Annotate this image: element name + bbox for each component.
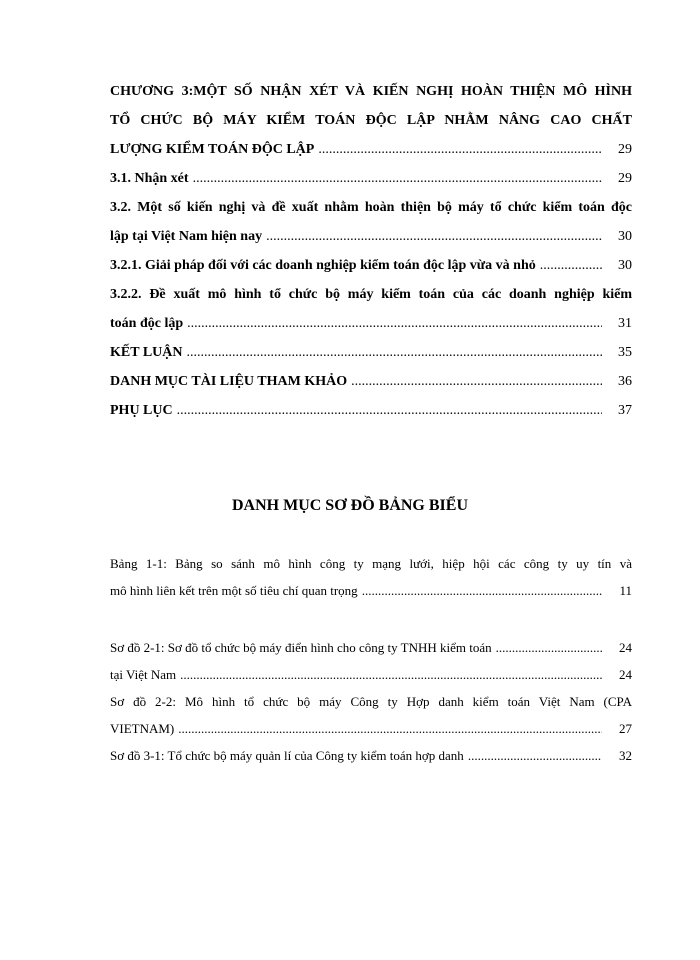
toc-chapter3-line3[interactable] — [110, 135, 632, 164]
lof-entry-label: tại Việt Nam — [110, 667, 177, 682]
toc-entry-3-2-2-line2[interactable] — [110, 309, 632, 338]
toc-entry-label: 3.1. Nhận xét — [110, 171, 189, 186]
page-number: 37 — [618, 403, 632, 418]
lof-figure-3-1[interactable] — [110, 742, 632, 769]
page-number: 29 — [618, 171, 632, 186]
toc-entry-label: toán độc lập — [110, 316, 184, 331]
lof-entry-label: VIETNAM) — [110, 721, 175, 736]
leader-dots — [177, 396, 602, 425]
table-of-contents — [110, 77, 632, 425]
toc-entry-label: 3.2.1. Giải pháp đối với các doanh nghiệp kiểm toán độc lập vừa và nhỏ — [110, 258, 536, 273]
lof-figure-2-1-line1[interactable] — [110, 634, 632, 661]
lof-figure-2-2-line2[interactable] — [110, 715, 632, 742]
leader-dots — [468, 742, 602, 769]
lof-entry-label: Sơ đồ 3-1: Tổ chức bộ máy quản lí của Công ty kiểm toán hợp danh — [110, 748, 464, 763]
lof-figure-2-2-line1[interactable]: Sơ đồ 2-2: Mô hình tổ chức bộ máy Công ty Hợp danh kiểm toán Việt Nam (CPA — [110, 694, 632, 709]
toc-entry-label: lập tại Việt Nam hiện nay — [110, 229, 263, 244]
toc-chapter3-line2[interactable]: TỔ CHỨC BỘ MÁY KIỂM TOÁN ĐỘC LẬP NHẰM NÂNG CAO CHẤT — [110, 113, 632, 128]
toc-entry-label: KẾT LUẬN — [110, 345, 183, 360]
list-of-figures-heading: DANH MỤC SƠ ĐỒ BẢNG BIỂU — [231, 497, 468, 514]
list-of-figures-group-2 — [110, 634, 632, 769]
leader-dots — [318, 135, 602, 164]
leader-dots — [362, 577, 602, 604]
toc-entry-3-2-2-line1[interactable]: 3.2.2. Đề xuất mô hình tổ chức bộ máy kiểm toán của các doanh nghiệp kiểm — [110, 287, 632, 302]
lof-table-1-1-line1[interactable]: Bảng 1-1: Bảng so sánh mô hình công ty mạng lưới, hiệp hội các công ty uy tín và — [110, 556, 632, 571]
leader-dots — [187, 309, 602, 338]
page-number: 30 — [618, 229, 632, 244]
toc-entry-conclusion[interactable] — [110, 338, 632, 367]
toc-chapter3-line1[interactable]: CHƯƠNG 3:MỘT SỐ NHẬN XÉT VÀ KIẾN NGHỊ HOÀN THIỆN MÔ HÌNH — [110, 84, 632, 99]
leader-dots — [193, 164, 602, 193]
page-number: 24 — [619, 667, 632, 682]
page-number: 24 — [619, 640, 632, 655]
page-number: 11 — [619, 583, 632, 598]
page-number: 29 — [618, 142, 632, 157]
leader-dots — [496, 634, 602, 661]
toc-entry-3-1[interactable] — [110, 164, 632, 193]
lof-entry-label: mô hình liên kết trên một số tiêu chí quan trọng — [110, 583, 358, 598]
leader-dots — [351, 367, 602, 396]
toc-entry-label: PHỤ LỤC — [110, 403, 173, 418]
page-number: 36 — [618, 374, 632, 389]
toc-entry-3-2-line1[interactable]: 3.2. Một số kiến nghị và đề xuất nhằm hoàn thiện bộ máy tổ chức kiểm toán độc — [110, 200, 632, 215]
leader-dots — [180, 661, 602, 688]
toc-entry-references[interactable] — [110, 367, 632, 396]
leader-dots — [540, 251, 602, 280]
lof-figure-2-1-line2[interactable] — [110, 661, 632, 688]
page-number: 31 — [618, 316, 632, 331]
toc-entry-3-2-1[interactable] — [110, 251, 632, 280]
toc-entry-3-2-line2[interactable] — [110, 222, 632, 251]
leader-dots — [266, 222, 602, 251]
lof-entry-label: Sơ đồ 2-1: Sơ đồ tổ chức bộ máy điển hình cho công ty TNHH kiểm toán — [110, 640, 492, 655]
page-number: 27 — [619, 721, 632, 736]
leader-dots — [186, 338, 602, 367]
page-number: 32 — [619, 748, 632, 763]
lof-table-1-1-line2[interactable] — [110, 577, 632, 604]
toc-entry-appendix[interactable] — [110, 396, 632, 425]
page-number: 35 — [618, 345, 632, 360]
toc-entry-label: DANH MỤC TÀI LIỆU THAM KHẢO — [110, 374, 348, 389]
leader-dots — [178, 715, 602, 742]
toc-entry-label: LƯỢNG KIỂM TOÁN ĐỘC LẬP — [110, 142, 315, 157]
page-number: 30 — [618, 258, 632, 273]
list-of-figures-group-1 — [110, 550, 632, 604]
